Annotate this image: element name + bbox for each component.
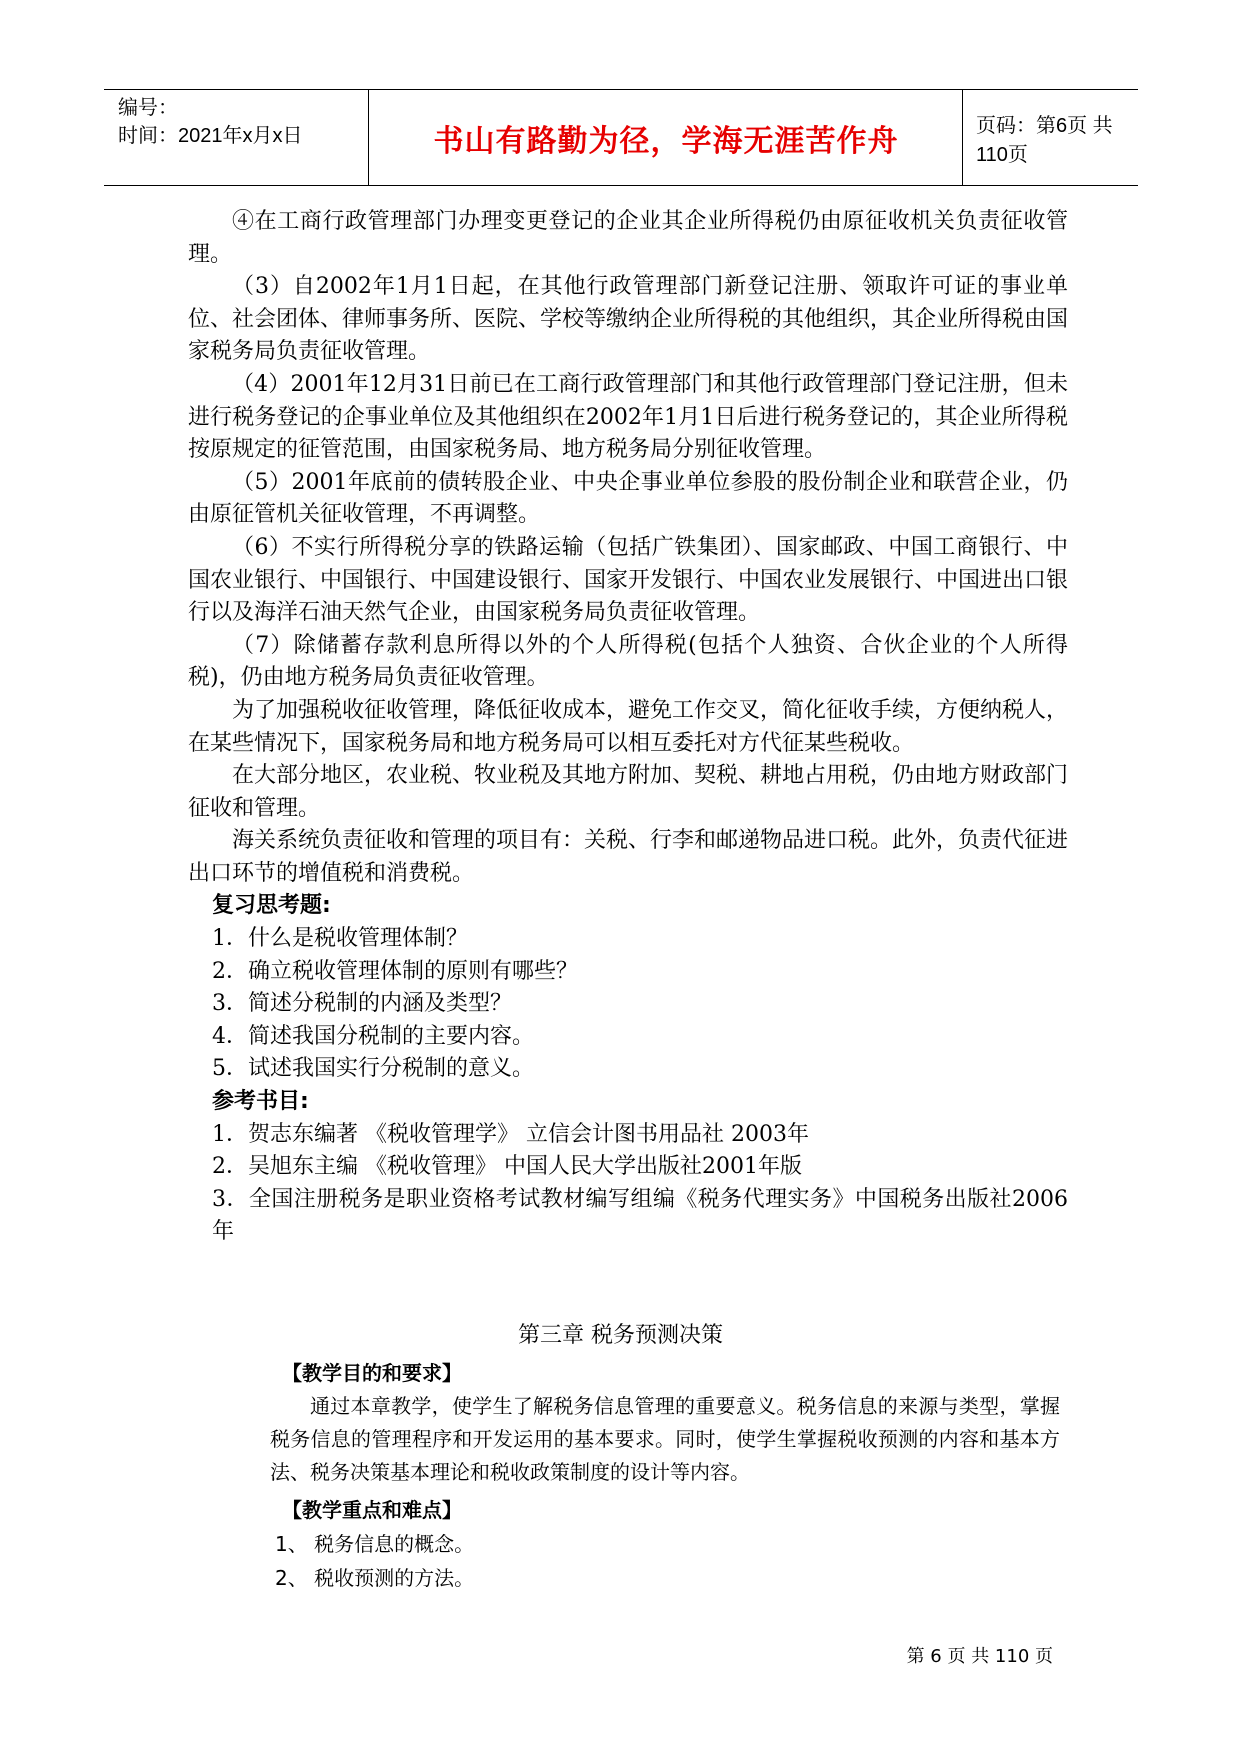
key-points-heading: 【教学重点和难点】: [282, 1498, 462, 1522]
page-footer: 第 6 页 共 110 页: [906, 1646, 1053, 1667]
document-body: [188, 206, 1068, 1249]
paragraph: 在大部分地区，农业税、牧业税及其地方附加、契税、耕地占用税，仍由地方财政部门征收和管理。: [188, 763, 1069, 821]
header-divider: [368, 90, 369, 185]
reference-item: 2．吴旭东主编 《税收管理》 中国人民大学出版社2001年版: [212, 1154, 802, 1180]
objectives-text: 通过本章教学，使学生了解税务信息管理的重要意义。税务信息的来源与类型，掌握税务信息的管理程序和开发运用的基本要求。同时，使学生掌握税收预测的内容和基本方法、税务决策基本理论和税收政策制度的设计等内容。: [270, 1394, 1060, 1484]
paragraph: 为了加强税收征收管理，降低征收成本，避免工作交叉，简化征收手续，方便纳税人，在某些情况下，国家税务局和地方税务局可以相互委托对方代征某些税收。: [188, 697, 1069, 756]
time-label: 时间：2021年x月x日: [118, 125, 303, 147]
review-heading: 复习思考题:: [212, 893, 331, 919]
objectives-heading: 【教学目的和要求】: [282, 1361, 462, 1385]
paragraph: （3）自2002年1月1日起，在其他行政管理部门新登记注册、领取许可证的事业单位、社会团体、律师事务所、医院、学校等缴纳企业所得税的其他组织，其企业所得税由国家税务局负责征收管理。: [188, 274, 1069, 365]
header-page-label: 页码：第6页 共110页: [976, 114, 1113, 166]
references-heading: 参考书目:: [212, 1089, 309, 1115]
review-item: 5．试述我国实行分税制的意义。: [212, 1056, 534, 1082]
paragraph: （5）2001年底前的债转股企业、中央企事业单位参股的股份制企业和联营企业，仍由原征管机关征收管理，不再调整。: [188, 469, 1068, 528]
review-item: 2．确立税收管理体制的原则有哪些？: [212, 958, 578, 984]
reference-item: 1．贺志东编著 《税收管理学》 立信会计图书用品社 2003年: [212, 1121, 809, 1147]
serial-label: 编号：: [118, 97, 178, 119]
header-meta: [118, 94, 368, 150]
chapter-title: 第三章 税务预测决策: [518, 1323, 723, 1348]
review-item: 3．简述分税制的内涵及类型？: [212, 991, 512, 1017]
review-item: 4．简述我国分税制的主要内容。: [212, 1023, 534, 1049]
header-divider: [962, 90, 963, 185]
paragraph: （4）2001年12月31日前已在工商行政管理部门和其他行政管理部门登记注册，但未进行税务登记的企事业单位及其他组织在2002年1月1日后进行税务登记的，其企业所得税按原规定的征管范围，由国家税务局、地方税务局分别征收管理。: [188, 371, 1068, 463]
paragraph: ④在工商行政管理部门办理变更登记的企业其企业所得税仍由原征收机关负责征收管理。: [188, 209, 1068, 267]
header-motto: 书山有路勤为径，学海无涯苦作舟: [433, 123, 899, 159]
review-item: 1．什么是税收管理体制？: [212, 926, 468, 952]
paragraph: 海关系统负责征收和管理的项目有：关税、行李和邮递物品进口税。此外，负责代征进出口环节的增值税和消费税。: [188, 828, 1069, 886]
key-point-item: 2、 税收预测的方法。: [275, 1566, 475, 1590]
page-header: [104, 89, 1138, 186]
chapter-section: [270, 1356, 1060, 1595]
paragraph: （6）不实行所得税分享的铁路运输（包括广铁集团）、国家邮政、中国工商银行、中国农业银行、中国银行、中国建设银行、国家开发银行、中国农业发展银行、中国进出口银行以及海洋石油天然气企业，由国家税务局负责征收管理。: [188, 534, 1069, 626]
reference-item: 3．全国注册税务是职业资格考试教材编写组编《税务代理实务》中国税务出版社2006年: [212, 1186, 1068, 1245]
key-point-item: 1、 税务信息的概念。: [275, 1532, 475, 1556]
paragraph: （7）除储蓄存款利息所得以外的个人所得税(包括个人独资、合伙企业的个人所得税)，仍由地方税务局负责征收管理。: [188, 632, 1068, 691]
